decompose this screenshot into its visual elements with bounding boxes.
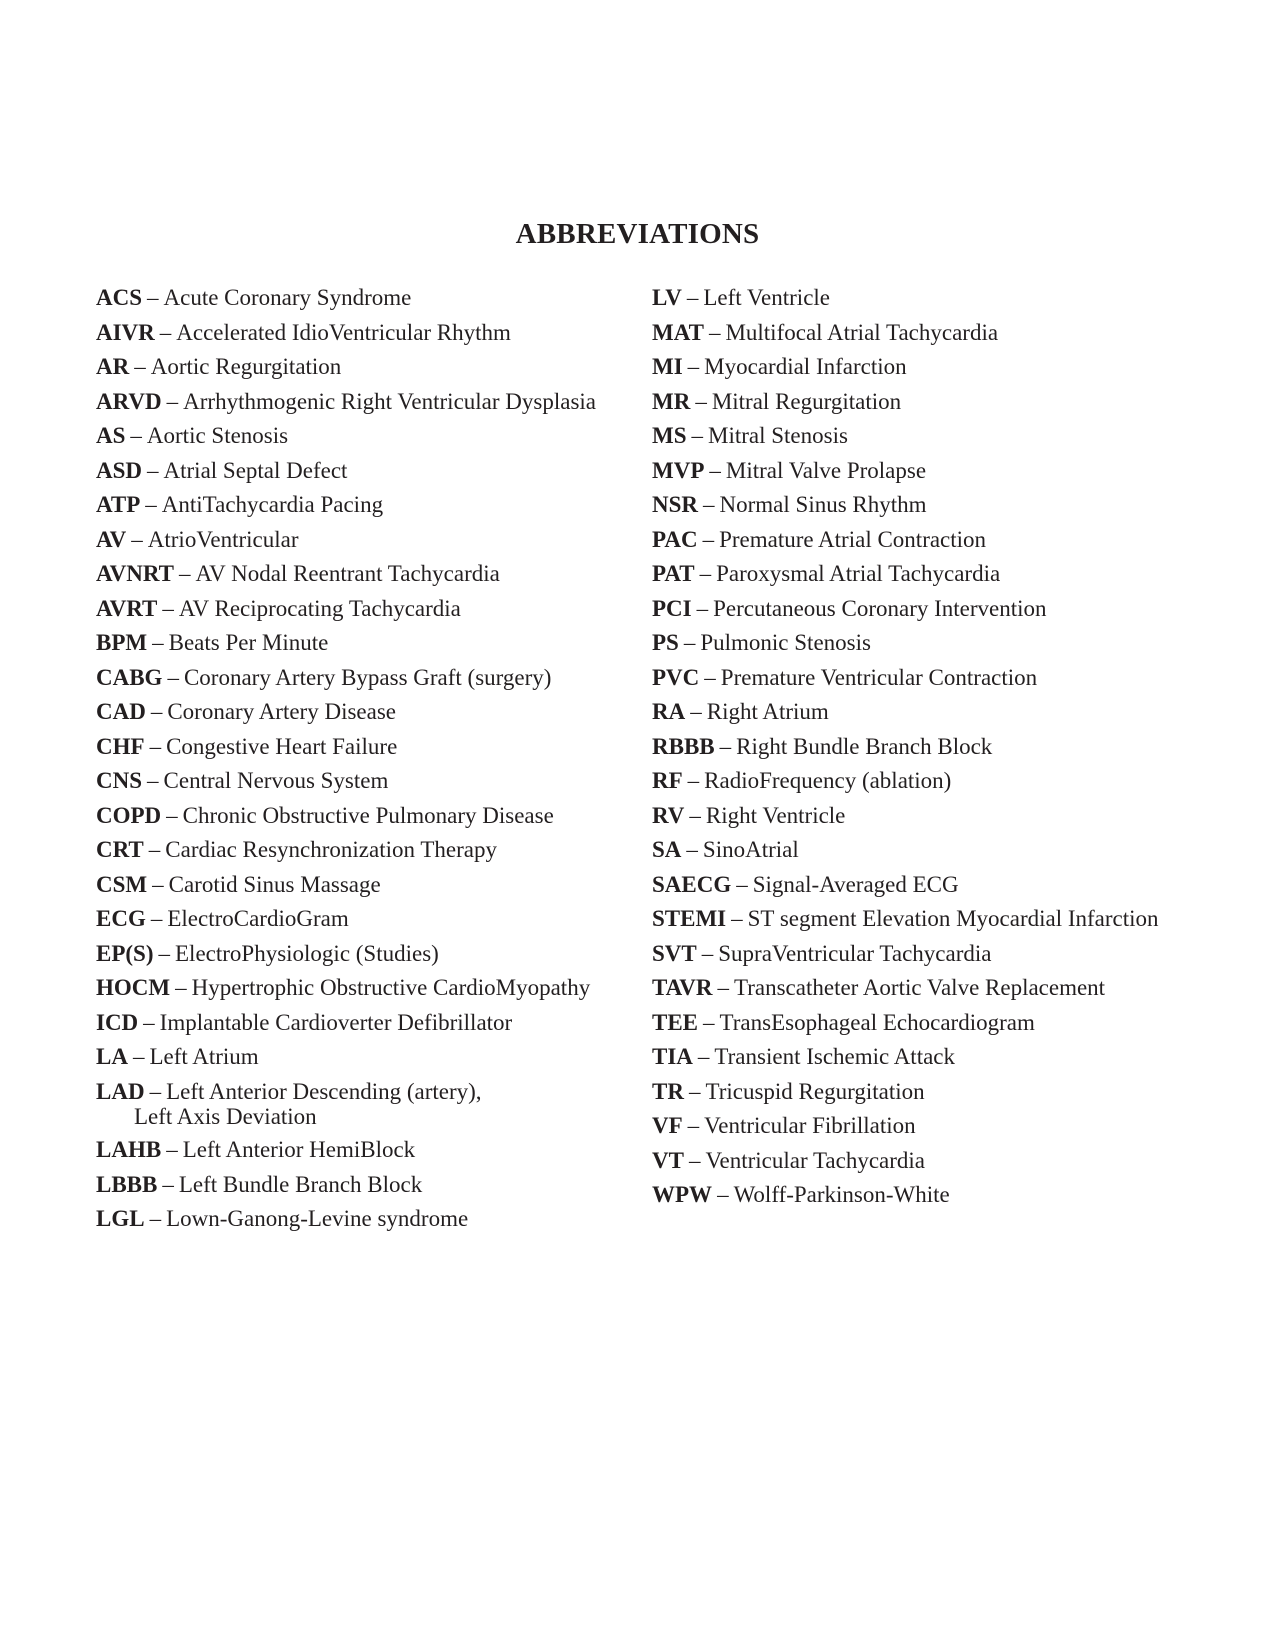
abbreviation-term: PVC [652, 664, 700, 690]
dash-separator: – [717, 975, 729, 1000]
dash-separator: – [703, 1009, 715, 1035]
abbreviation-definition: Mitral Valve Prolapse [725, 457, 927, 483]
dash-separator: – [162, 1171, 174, 1197]
abbreviation-term: AV [96, 526, 127, 552]
abbreviation-definition: Tricuspid Regurgitation [705, 1078, 925, 1104]
abbreviation-term: MAT [652, 319, 704, 345]
abbreviation-definition: Left Anterior HemiBlock [182, 1137, 416, 1162]
abbreviation-term: LV [652, 285, 682, 310]
abbreviation-entry [96, 1171, 656, 1198]
abbreviation-definition: SupraVentricular Tachycardia [718, 940, 992, 966]
dash-separator: – [149, 1078, 162, 1104]
dash-separator: – [697, 1044, 710, 1069]
abbreviation-definition: AV Reciprocating Tachycardia [178, 595, 461, 621]
abbreviation-definition: Premature Atrial Contraction [719, 526, 987, 552]
dash-separator: – [690, 699, 702, 724]
abbreviation-term: MR [652, 388, 691, 414]
abbreviation-term: RBBB [652, 733, 715, 759]
abbreviation-definition: Percutaneous Coronary Intervention [713, 595, 1047, 621]
abbreviation-definition: RadioFrequency (ablation) [704, 768, 952, 793]
abbreviation-entry [652, 595, 1252, 622]
abbreviation-definition: Multifocal Atrial Tachycardia [725, 319, 999, 345]
abbreviation-term: PS [652, 630, 679, 655]
abbreviation-term: MVP [652, 457, 705, 483]
abbreviation-definition: Implantable Cardioverter Defibrillator [159, 1009, 513, 1035]
dash-separator: – [687, 1113, 700, 1138]
abbreviation-term: BPM [96, 630, 148, 655]
abbreviation-definition: Transcatheter Aortic Valve Replacement [734, 975, 1106, 1000]
abbreviation-term: TIA [652, 1044, 693, 1069]
dash-separator: – [689, 802, 701, 828]
abbreviation-entry [652, 871, 1252, 898]
abbreviation-entry [652, 353, 1252, 380]
abbreviation-entry [652, 974, 1252, 1001]
abbreviation-term: CSM [96, 871, 148, 897]
abbreviation-entry [96, 1136, 656, 1163]
abbreviation-term: LAHB [96, 1137, 162, 1162]
dash-separator: – [687, 354, 700, 379]
abbreviation-entry [96, 905, 656, 932]
abbreviation-entry [96, 871, 656, 898]
abbreviation-entry [96, 802, 656, 829]
abbreviation-term: VT [652, 1147, 684, 1173]
abbreviation-term: STEMI [652, 906, 727, 931]
abbreviation-definition: Lown-Ganong-Levine syndrome [166, 1206, 469, 1231]
abbreviation-term: AS [96, 423, 126, 448]
abbreviation-term: PAC [652, 526, 698, 552]
abbreviation-entry [652, 629, 1252, 656]
abbreviation-definition: Aortic Stenosis [146, 423, 289, 448]
abbreviation-term: RA [652, 699, 686, 724]
abbreviation-definition: Beats Per Minute [168, 630, 329, 655]
abbreviation-entry [652, 664, 1252, 691]
abbreviation-term: CHF [96, 733, 145, 759]
abbreviation-definition: Left Ventricle [703, 285, 831, 310]
abbreviation-definition: Congestive Heart Failure [166, 733, 398, 759]
abbreviation-definition: ST segment Elevation Myocardial Infarction [747, 906, 1159, 931]
abbreviation-entry [96, 664, 656, 691]
page-title: ABBREVIATIONS [515, 218, 760, 250]
abbreviation-term: NSR [652, 492, 699, 517]
abbreviation-term: SAECG [652, 871, 732, 897]
abbreviation-entry [652, 1181, 1252, 1208]
dash-separator: – [150, 906, 163, 931]
dash-separator: – [719, 733, 732, 759]
abbreviation-term: HOCM [96, 975, 171, 1000]
dash-separator: – [166, 388, 179, 414]
dash-separator: – [687, 768, 700, 793]
abbreviation-definition: SinoAtrial [702, 837, 799, 862]
abbreviation-term: CRT [96, 837, 144, 862]
abbreviation-entry [652, 905, 1252, 932]
abbreviation-entry [96, 526, 656, 553]
abbreviation-definition: Paroxysmal Atrial Tachycardia [716, 561, 1001, 586]
abbreviation-term: ASD [96, 457, 143, 483]
abbreviation-entry [652, 560, 1252, 587]
abbreviation-entry [96, 836, 656, 863]
abbreviation-definition: Myocardial Infarction [704, 354, 907, 379]
dash-separator: – [704, 664, 716, 690]
abbreviation-entry [96, 595, 656, 622]
abbreviation-definition: Atrial Septal Defect [163, 457, 348, 483]
abbreviation-entry [96, 560, 656, 587]
abbreviation-entry [96, 974, 656, 1001]
abbreviation-definition: ElectroPhysiologic (Studies) [175, 940, 439, 966]
abbreviation-term: RF [652, 768, 683, 793]
abbreviation-definition: Signal-Averaged ECG [752, 871, 959, 897]
abbreviation-entry [96, 1009, 656, 1036]
abbreviation-term: AR [96, 354, 130, 379]
abbreviation-definition: Pulmonic Stenosis [700, 630, 871, 655]
abbreviation-term: ATP [96, 492, 141, 517]
abbreviation-term: COPD [96, 802, 162, 828]
abbreviation-entry [96, 284, 656, 311]
abbreviation-entry [96, 733, 656, 760]
abbreviation-entry [652, 1112, 1252, 1139]
abbreviation-term: SVT [652, 940, 697, 966]
abbreviation-term: CAD [96, 699, 146, 724]
dash-separator: – [147, 768, 159, 793]
dash-separator: – [147, 457, 159, 483]
dash-separator: – [145, 492, 157, 517]
dash-separator: – [134, 354, 146, 379]
abbreviation-definition: Ventricular Fibrillation [704, 1113, 916, 1138]
abbreviation-definition: Normal Sinus Rhythm [719, 492, 927, 517]
dash-separator: – [686, 837, 698, 862]
abbreviation-term: VF [652, 1113, 683, 1138]
dash-separator: – [717, 1182, 729, 1207]
abbreviation-entry [96, 1205, 656, 1232]
abbreviation-term: LBBB [96, 1171, 158, 1197]
abbreviation-entry [652, 1147, 1252, 1174]
dash-separator: – [131, 526, 143, 552]
dash-separator: – [166, 802, 178, 828]
abbreviation-term: LGL [96, 1206, 145, 1231]
abbreviation-definition: Arrhythmogenic Right Ventricular Dysplasia [183, 388, 596, 414]
abbreviation-term: LAD [96, 1078, 145, 1104]
abbreviation-entry [96, 1078, 656, 1129]
abbreviation-definition: Wolff-Parkinson-White [733, 1182, 950, 1207]
abbreviation-term: PAT [652, 561, 695, 586]
abbreviation-term: SA [652, 837, 682, 862]
dash-separator: – [709, 457, 721, 483]
dash-separator: – [688, 1078, 701, 1104]
abbreviation-term: TAVR [652, 975, 713, 1000]
dash-separator: – [149, 1206, 162, 1231]
abbreviation-entry [96, 629, 656, 656]
abbreviation-definition: Carotid Sinus Massage [168, 871, 381, 897]
abbreviation-definition: Coronary Artery Bypass Graft (surgery) [183, 664, 552, 690]
abbreviation-term: TEE [652, 1009, 699, 1035]
dash-separator: – [147, 285, 159, 310]
dash-separator: – [132, 1044, 145, 1069]
abbreviation-definition: Chronic Obstructive Pulmonary Disease [182, 802, 554, 828]
dash-separator: – [703, 492, 715, 517]
dash-separator: – [148, 837, 161, 862]
abbreviation-definition-continued: Left Axis Deviation [134, 1103, 317, 1129]
abbreviation-term: AVNRT [96, 561, 175, 586]
dash-separator: – [688, 1147, 701, 1173]
abbreviation-entry [652, 767, 1252, 794]
dash-separator: – [702, 526, 715, 552]
dash-separator: – [695, 388, 707, 414]
abbreviation-definition: TransEsophageal Echocardiogram [719, 1009, 1035, 1035]
abbreviation-entry [96, 319, 656, 346]
abbreviation-entry [96, 767, 656, 794]
dash-separator: – [143, 1009, 155, 1035]
abbreviation-definition: Aortic Regurgitation [150, 354, 342, 379]
abbreviation-entry [652, 940, 1252, 967]
abbreviation-term: LA [96, 1044, 128, 1069]
abbreviation-term: ACS [96, 285, 143, 310]
abbreviation-term: MI [652, 354, 683, 379]
abbreviation-entry [96, 491, 656, 518]
abbreviation-entry [96, 388, 656, 415]
abbreviation-entry [652, 457, 1252, 484]
abbreviation-entry [96, 698, 656, 725]
dash-separator: – [708, 319, 721, 345]
abbreviation-definition: ElectroCardioGram [167, 906, 349, 931]
abbreviation-entry [652, 1078, 1252, 1105]
dash-separator: – [167, 664, 179, 690]
abbreviation-definition: Left Bundle Branch Block [178, 1171, 423, 1197]
abbreviation-entry [652, 802, 1252, 829]
dash-separator: – [166, 1137, 178, 1162]
abbreviation-entry [652, 284, 1252, 311]
abbreviation-entry [96, 1043, 656, 1070]
dash-separator: – [175, 975, 187, 1000]
abbreviation-term: AVRT [96, 595, 158, 621]
abbreviation-term: CNS [96, 768, 143, 793]
dash-separator: – [150, 699, 163, 724]
abbreviation-entry [652, 319, 1252, 346]
abbreviation-definition: Right Ventricle [705, 802, 846, 828]
abbreviation-definition: Hypertrophic Obstructive CardioMyopathy [191, 975, 591, 1000]
abbreviation-entry [96, 457, 656, 484]
abbreviation-entry [96, 353, 656, 380]
abbreviation-entry [652, 388, 1252, 415]
abbreviation-term: ARVD [96, 388, 162, 414]
dash-separator: – [179, 561, 191, 586]
dash-separator: – [158, 940, 170, 966]
abbreviation-definition: Central Nervous System [163, 768, 389, 793]
abbreviation-entry [652, 1043, 1252, 1070]
abbreviation-term: MS [652, 423, 687, 448]
abbreviation-term: CABG [96, 664, 163, 690]
dash-separator: – [683, 630, 696, 655]
abbreviation-entry [96, 422, 656, 449]
dash-separator: – [152, 630, 164, 655]
abbreviation-entry [652, 733, 1252, 760]
abbreviation-term: AIVR [96, 319, 155, 345]
abbreviation-definition: Acute Coronary Syndrome [163, 285, 412, 310]
abbreviation-term: ECG [96, 906, 146, 931]
abbreviation-definition: Premature Ventricular Contraction [720, 664, 1038, 690]
dash-separator: – [159, 319, 172, 345]
abbreviation-definition: Mitral Regurgitation [711, 388, 902, 414]
abbreviation-definition: Coronary Artery Disease [167, 699, 396, 724]
dash-separator: – [701, 940, 714, 966]
dash-separator: – [691, 423, 703, 448]
abbreviation-definition: Left Atrium [149, 1044, 259, 1069]
abbreviation-definition: Mitral Stenosis [708, 423, 848, 448]
abbreviation-definition: Left Anterior Descending (artery), [166, 1078, 482, 1104]
abbreviation-definition: Ventricular Tachycardia [705, 1147, 925, 1173]
abbreviation-definition: Transient Ischemic Attack [714, 1044, 956, 1069]
dash-separator: – [699, 561, 712, 586]
abbreviation-entry [652, 698, 1252, 725]
abbreviation-term: ICD [96, 1009, 139, 1035]
dash-separator: – [152, 871, 164, 897]
abbreviation-definition: Right Atrium [706, 699, 829, 724]
abbreviation-list-left [96, 284, 656, 1240]
dash-separator: – [731, 906, 743, 931]
abbreviation-definition: AV Nodal Reentrant Tachycardia [195, 561, 500, 586]
abbreviation-definition: AtrioVentricular [147, 526, 299, 552]
abbreviation-term: PCI [652, 595, 692, 621]
dash-separator: – [162, 595, 174, 621]
abbreviation-term: EP(S) [96, 940, 154, 966]
dash-separator: – [736, 871, 748, 897]
dash-separator: – [686, 285, 699, 310]
dash-separator: – [696, 595, 709, 621]
abbreviation-entry [652, 836, 1252, 863]
abbreviation-definition: Cardiac Resynchronization Therapy [165, 837, 497, 862]
abbreviation-entry [652, 422, 1252, 449]
abbreviation-term: WPW [652, 1182, 713, 1207]
dash-separator: – [149, 733, 162, 759]
abbreviation-definition: Right Bundle Branch Block [736, 733, 993, 759]
dash-separator: – [130, 423, 142, 448]
abbreviation-term: TR [652, 1078, 684, 1104]
abbreviation-term: RV [652, 802, 685, 828]
abbreviation-definition: Accelerated IdioVentricular Rhythm [176, 319, 511, 345]
abbreviation-entry [652, 491, 1252, 518]
abbreviation-definition: AntiTachycardia Pacing [161, 492, 384, 517]
abbreviation-entry [652, 526, 1252, 553]
abbreviation-entry [652, 1009, 1252, 1036]
abbreviation-entry [96, 940, 656, 967]
abbreviation-list-right [652, 284, 1252, 1216]
